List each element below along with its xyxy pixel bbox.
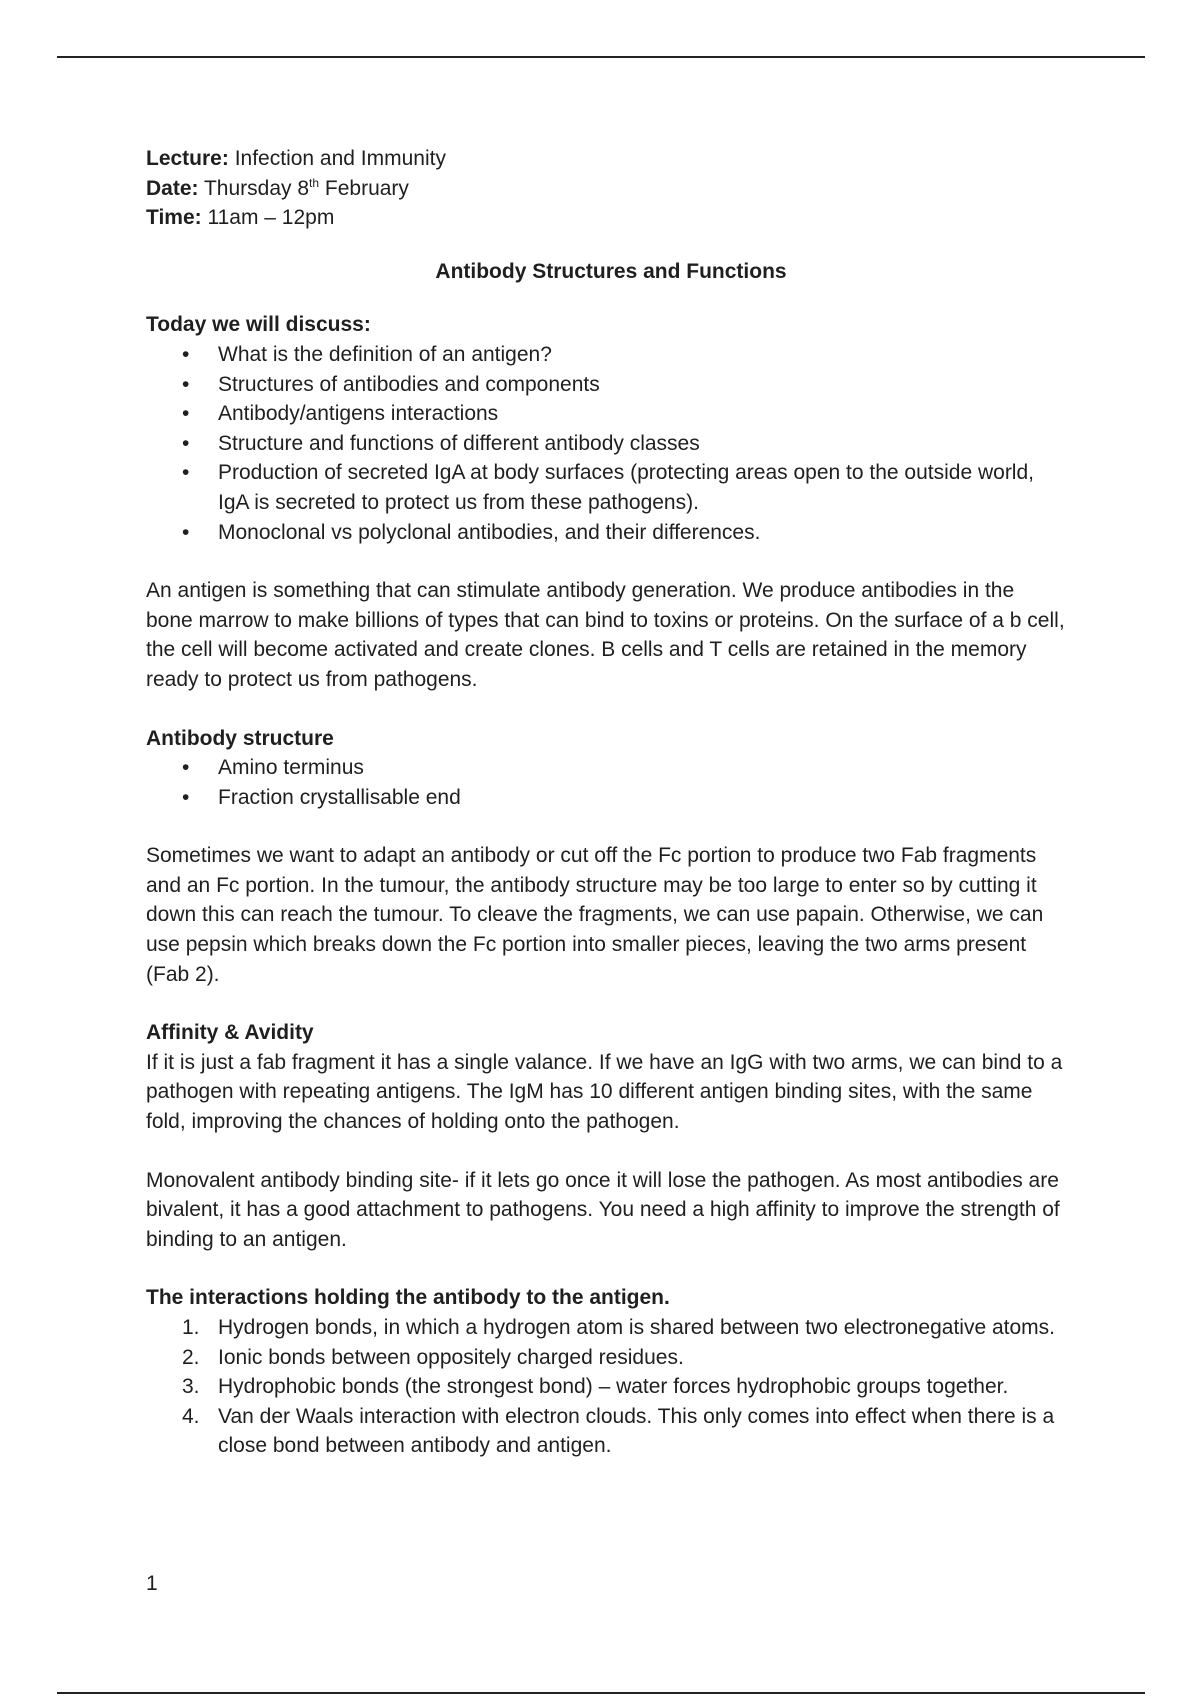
antigen-paragraph: An antigen is something that can stimulate antibody generation. We produce antibodies in the bone marrow to make billions of types that can bind to toxins or proteins. On the surface of a b cell, the cell will become activated and create clones. B cells and T cells are retained in the memory ready to protect us from pathogens. [146, 579, 1065, 691]
discuss-heading: Today we will discuss: [146, 313, 371, 337]
list-text: Hydrophobic bonds (the strongest bond) – water forces hydrophobic groups together. [218, 1375, 1009, 1399]
affinity-paragraph-1: If it is just a fab fragment it has a single valance. If we have an IgG with two arms, we can bind to a pathogen with repeating antigens. The IgM has 10 different antigen binding sites, with the same fold, improving the chances of holding onto the pathogen. [146, 1050, 1063, 1134]
date-month: February [319, 176, 409, 200]
list-item: • Structures of antibodies and components [146, 370, 1066, 400]
document-page [146, 144, 1066, 1461]
list-item: • What is the definition of an antigen? [146, 340, 1066, 370]
date-label: Date: [146, 176, 199, 200]
affinity-paragraph-2: Monovalent antibody binding site- if it lets go once it will lose the pathogen. As most antibodies are bivalent, it has a good attachment to pathogens. You need a high affinity to improve the strength of binding to an antigen. [146, 1168, 1060, 1251]
list-text: Ionic bonds between oppositely charged residues. [218, 1345, 684, 1369]
antibody-structure-heading: Antibody structure [146, 726, 334, 750]
time-value: 11am – 12pm [207, 206, 335, 230]
header-rule [57, 56, 1145, 58]
list-item: • Amino terminus [146, 753, 1066, 783]
time-label: Time: [146, 206, 202, 230]
list-text: Hydrogen bonds, in which a hydrogen atom is shared between two electronegative atoms. [218, 1316, 1055, 1339]
date-ordinal: th [309, 175, 320, 190]
list-item: • Antibody/antigens interactions [146, 399, 1066, 429]
antibody-structure-paragraph: Sometimes we want to adapt an antibody or cut off the Fc portion to produce two Fab fragments and an Fc portion. In the tumour, the antibody structure may be too large to enter so by cutting it down this can reach the tumour. To cleave the fragments, we can use papain. Otherwise, we can use pepsin which breaks down the Fc portion into smaller pieces, leaving the two arms present (Fab 2). [146, 844, 1044, 986]
discuss-list [146, 340, 1066, 547]
list-number: 1. [182, 1316, 200, 1339]
lecture-line [146, 144, 1066, 174]
footer-rule [57, 1692, 1145, 1694]
page-title: Antibody Structures and Functions [435, 259, 787, 283]
list-number: 4. [182, 1404, 200, 1428]
lecture-label: Lecture: [146, 147, 229, 170]
date-value: Thursday 8 [203, 176, 310, 200]
list-item: • Production of secreted IgA at body surfaces (protecting areas open to the outside world, IgA is secreted to protect us from these pathogens). [146, 458, 1066, 517]
list-number: 3. [182, 1375, 200, 1399]
list-item [146, 1372, 1066, 1402]
list-item: • Structure and functions of different antibody classes [146, 429, 1066, 459]
list-item [146, 1343, 1066, 1373]
list-number: 2. [182, 1345, 200, 1369]
date-line [146, 174, 1066, 204]
page-number: 1 [146, 1572, 158, 1595]
list-item: • Monoclonal vs polyclonal antibodies, and their differences. [146, 518, 1066, 548]
list-item: • Fraction crystallisable end [146, 783, 1066, 813]
antibody-structure-list [146, 753, 1066, 812]
interactions-heading: The interactions holding the antibody to the antigen. [146, 1286, 670, 1310]
affinity-heading: Affinity & Avidity [146, 1021, 314, 1045]
time-line [146, 203, 1066, 233]
interactions-list [146, 1313, 1066, 1461]
list-item [146, 1313, 1066, 1343]
lecture-value: Infection and Immunity [234, 147, 446, 170]
list-item [146, 1402, 1066, 1461]
list-text: Van der Waals interaction with electron clouds. This only comes into effect when there is a close bond between antibody and antigen. [218, 1404, 1055, 1458]
